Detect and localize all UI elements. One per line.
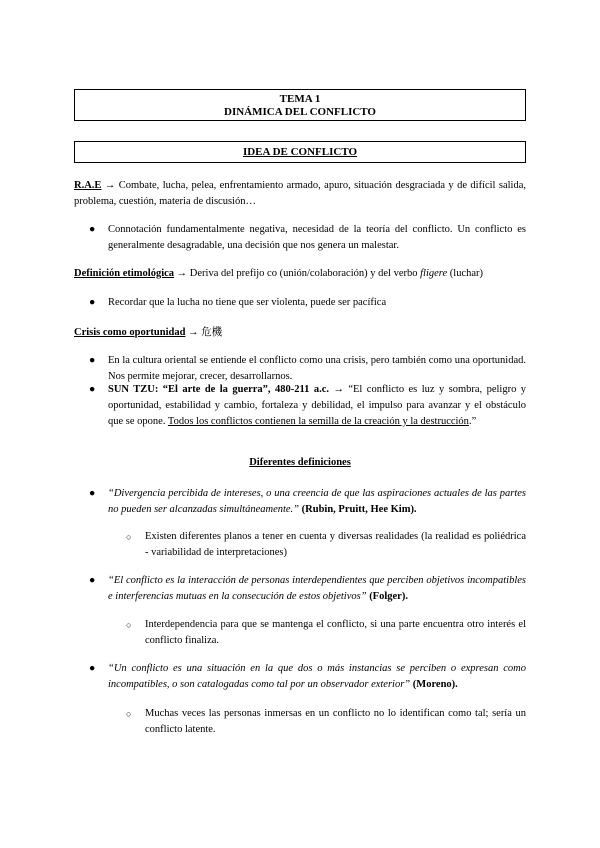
tema-label: TEMA 1 (279, 93, 321, 105)
sun-tzu-quote: → “El conflicto es luz y sombra, peligro y oportunidad, estabilidad y cambio, fortaleza y debilidad, el impulso para avanzar y el obstáculo que se opone. (108, 384, 527, 427)
definition-2-author: (Folger). (369, 591, 408, 602)
etimologia-bullet-text: Recordar que la lucha no tiene que ser violenta, puede ser pacífica (108, 297, 387, 308)
crisis-bullet-2 (89, 382, 527, 430)
definition-1 (89, 486, 526, 518)
rae-arrow: → (104, 180, 116, 191)
definition-1-quote: “Divergencia percibida de intereses, o una creencia de que las aspiraciones actuales de las partes no pueden ser alcanzadas simultáneamente.” (108, 488, 526, 515)
definition-2-sub (126, 617, 526, 649)
bullet-icon: ● (89, 663, 96, 674)
sub-bullet-icon: ○ (126, 532, 132, 542)
definition-1-author: (Rubin, Pruitt, Hee Kim). (301, 504, 417, 515)
etimologia-text-b: (luchar) (449, 268, 484, 279)
rae-paragraph (74, 178, 526, 210)
section-box (74, 141, 526, 163)
bullet-icon: ● (89, 488, 96, 499)
rae-label: R.A.E (74, 180, 102, 191)
crisis-kanji: 危機 (201, 326, 223, 338)
rae-bullet-text: Connotación fundamentalmente negativa, necesidad de la teoría del conflicto. Un conflicto es generalmente desagradable, una decisión que nos genera un malestar. (108, 224, 526, 251)
sun-tzu-citation: SUN TZU: “El arte de la guerra”, 480-211 a.c. (108, 384, 329, 395)
sub-bullet-icon: ○ (126, 620, 132, 630)
definiciones-heading: Diferentes definiciones (249, 457, 351, 468)
etimologia-bullet (89, 295, 526, 311)
etimologia-paragraph (74, 266, 526, 282)
definition-2 (89, 573, 526, 605)
definition-3-sub (126, 706, 526, 738)
page-title: DINÁMICA DEL CONFLICTO (224, 106, 376, 118)
definition-3-sub-text: Muchas veces las personas inmersas en un conflicto no lo identifican como tal; sería un conflicto latente. (145, 708, 526, 735)
bullet-icon: ● (89, 224, 96, 235)
rae-bullet (89, 222, 526, 254)
bullet-icon: ● (89, 575, 96, 586)
crisis-bullet-1-text: En la cultura oriental se entiende el conflicto como una crisis, pero también como una oportunidad. Nos permite mejorar, crecer, desarrollarnos. (108, 355, 526, 382)
definition-1-sub (126, 529, 526, 561)
sun-tzu-underlined: Todos los conflictos contienen la semilla de la creación y la destrucción (167, 416, 469, 427)
definition-3-author: (Moreno). (412, 679, 458, 690)
sun-tzu-end: .” (468, 416, 477, 427)
definition-1-sub-text: Existen diferentes planos a tener en cuenta y diversas realidades (la realidad es poliédrica - variabilidad de interpretaciones) (145, 531, 526, 558)
bullet-icon: ● (89, 355, 96, 366)
rae-text: Combate, lucha, pelea, enfrentamiento armado, apuro, situación desgraciada y de difícil salida, problema, cuestión, materia de discusión… (74, 180, 527, 207)
definition-2-sub-text: Interdependencia para que se mantenga el conflicto, si una parte encuentra otro interés el conflicto finaliza. (145, 619, 526, 646)
etimologia-verb: fligere (420, 268, 448, 279)
section-title: IDEA DE CONFLICTO (242, 146, 358, 158)
crisis-bullet-1 (89, 353, 526, 385)
bullet-icon: ● (89, 384, 96, 395)
bullet-icon: ● (89, 297, 96, 308)
etimologia-text-a: → Deriva del prefijo co (unión/colaboración) y del verbo (176, 268, 418, 279)
crisis-label: Crisis como oportunidad (74, 327, 186, 338)
crisis-arrow: → (188, 327, 199, 338)
definition-3-quote: “Un conflicto es una situación en la que dos o más instancias se perciben o expresan como incompatibles, o son catalogadas como tal por un observador exterior” (108, 663, 526, 690)
etimologia-label: Definición etimológica (74, 268, 175, 279)
title-box (74, 89, 526, 121)
definition-3 (89, 661, 526, 693)
crisis-paragraph (74, 324, 526, 341)
definition-2-quote: “El conflicto es la interacción de personas interdependientes que perciben objetivos incompatibles e interferencias mutuas en la consecución de estos objetivos” (108, 575, 526, 602)
definiciones-heading-row (74, 457, 526, 468)
sub-bullet-icon: ○ (126, 709, 132, 719)
